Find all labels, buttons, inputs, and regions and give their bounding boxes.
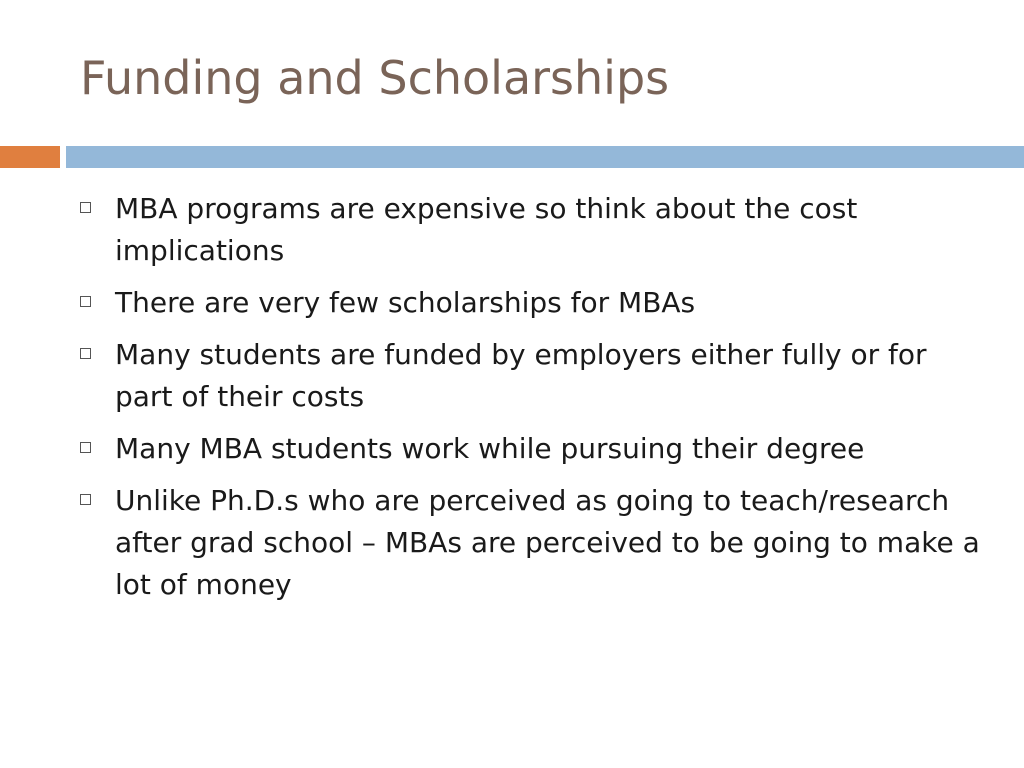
bullet-item — [80, 480, 980, 606]
bullet-item — [80, 282, 980, 324]
hollow-square-bullet-icon — [80, 296, 91, 307]
hollow-square-bullet-icon — [80, 442, 91, 453]
title-underline-bar — [66, 146, 1024, 168]
bullet-text: Many students are funded by employers either fully or for part of their costs — [115, 338, 927, 413]
bullet-text: Many MBA students work while pursuing their degree — [115, 432, 865, 465]
bullet-text: Unlike Ph.D.s who are perceived as going to teach/research after grad school – MBAs are perceived to be going to make a lot of money — [115, 484, 980, 601]
hollow-square-bullet-icon — [80, 348, 91, 359]
slide-title: Funding and Scholarships — [80, 51, 670, 105]
bullet-text: MBA programs are expensive so think about the cost implications — [115, 192, 858, 267]
hollow-square-bullet-icon — [80, 202, 91, 213]
title-accent-bar — [0, 146, 60, 168]
bullet-list — [80, 188, 980, 616]
hollow-square-bullet-icon — [80, 494, 91, 505]
bullet-text: There are very few scholarships for MBAs — [115, 286, 696, 319]
bullet-item — [80, 334, 980, 418]
bullet-item — [80, 428, 980, 470]
bullet-item — [80, 188, 980, 272]
